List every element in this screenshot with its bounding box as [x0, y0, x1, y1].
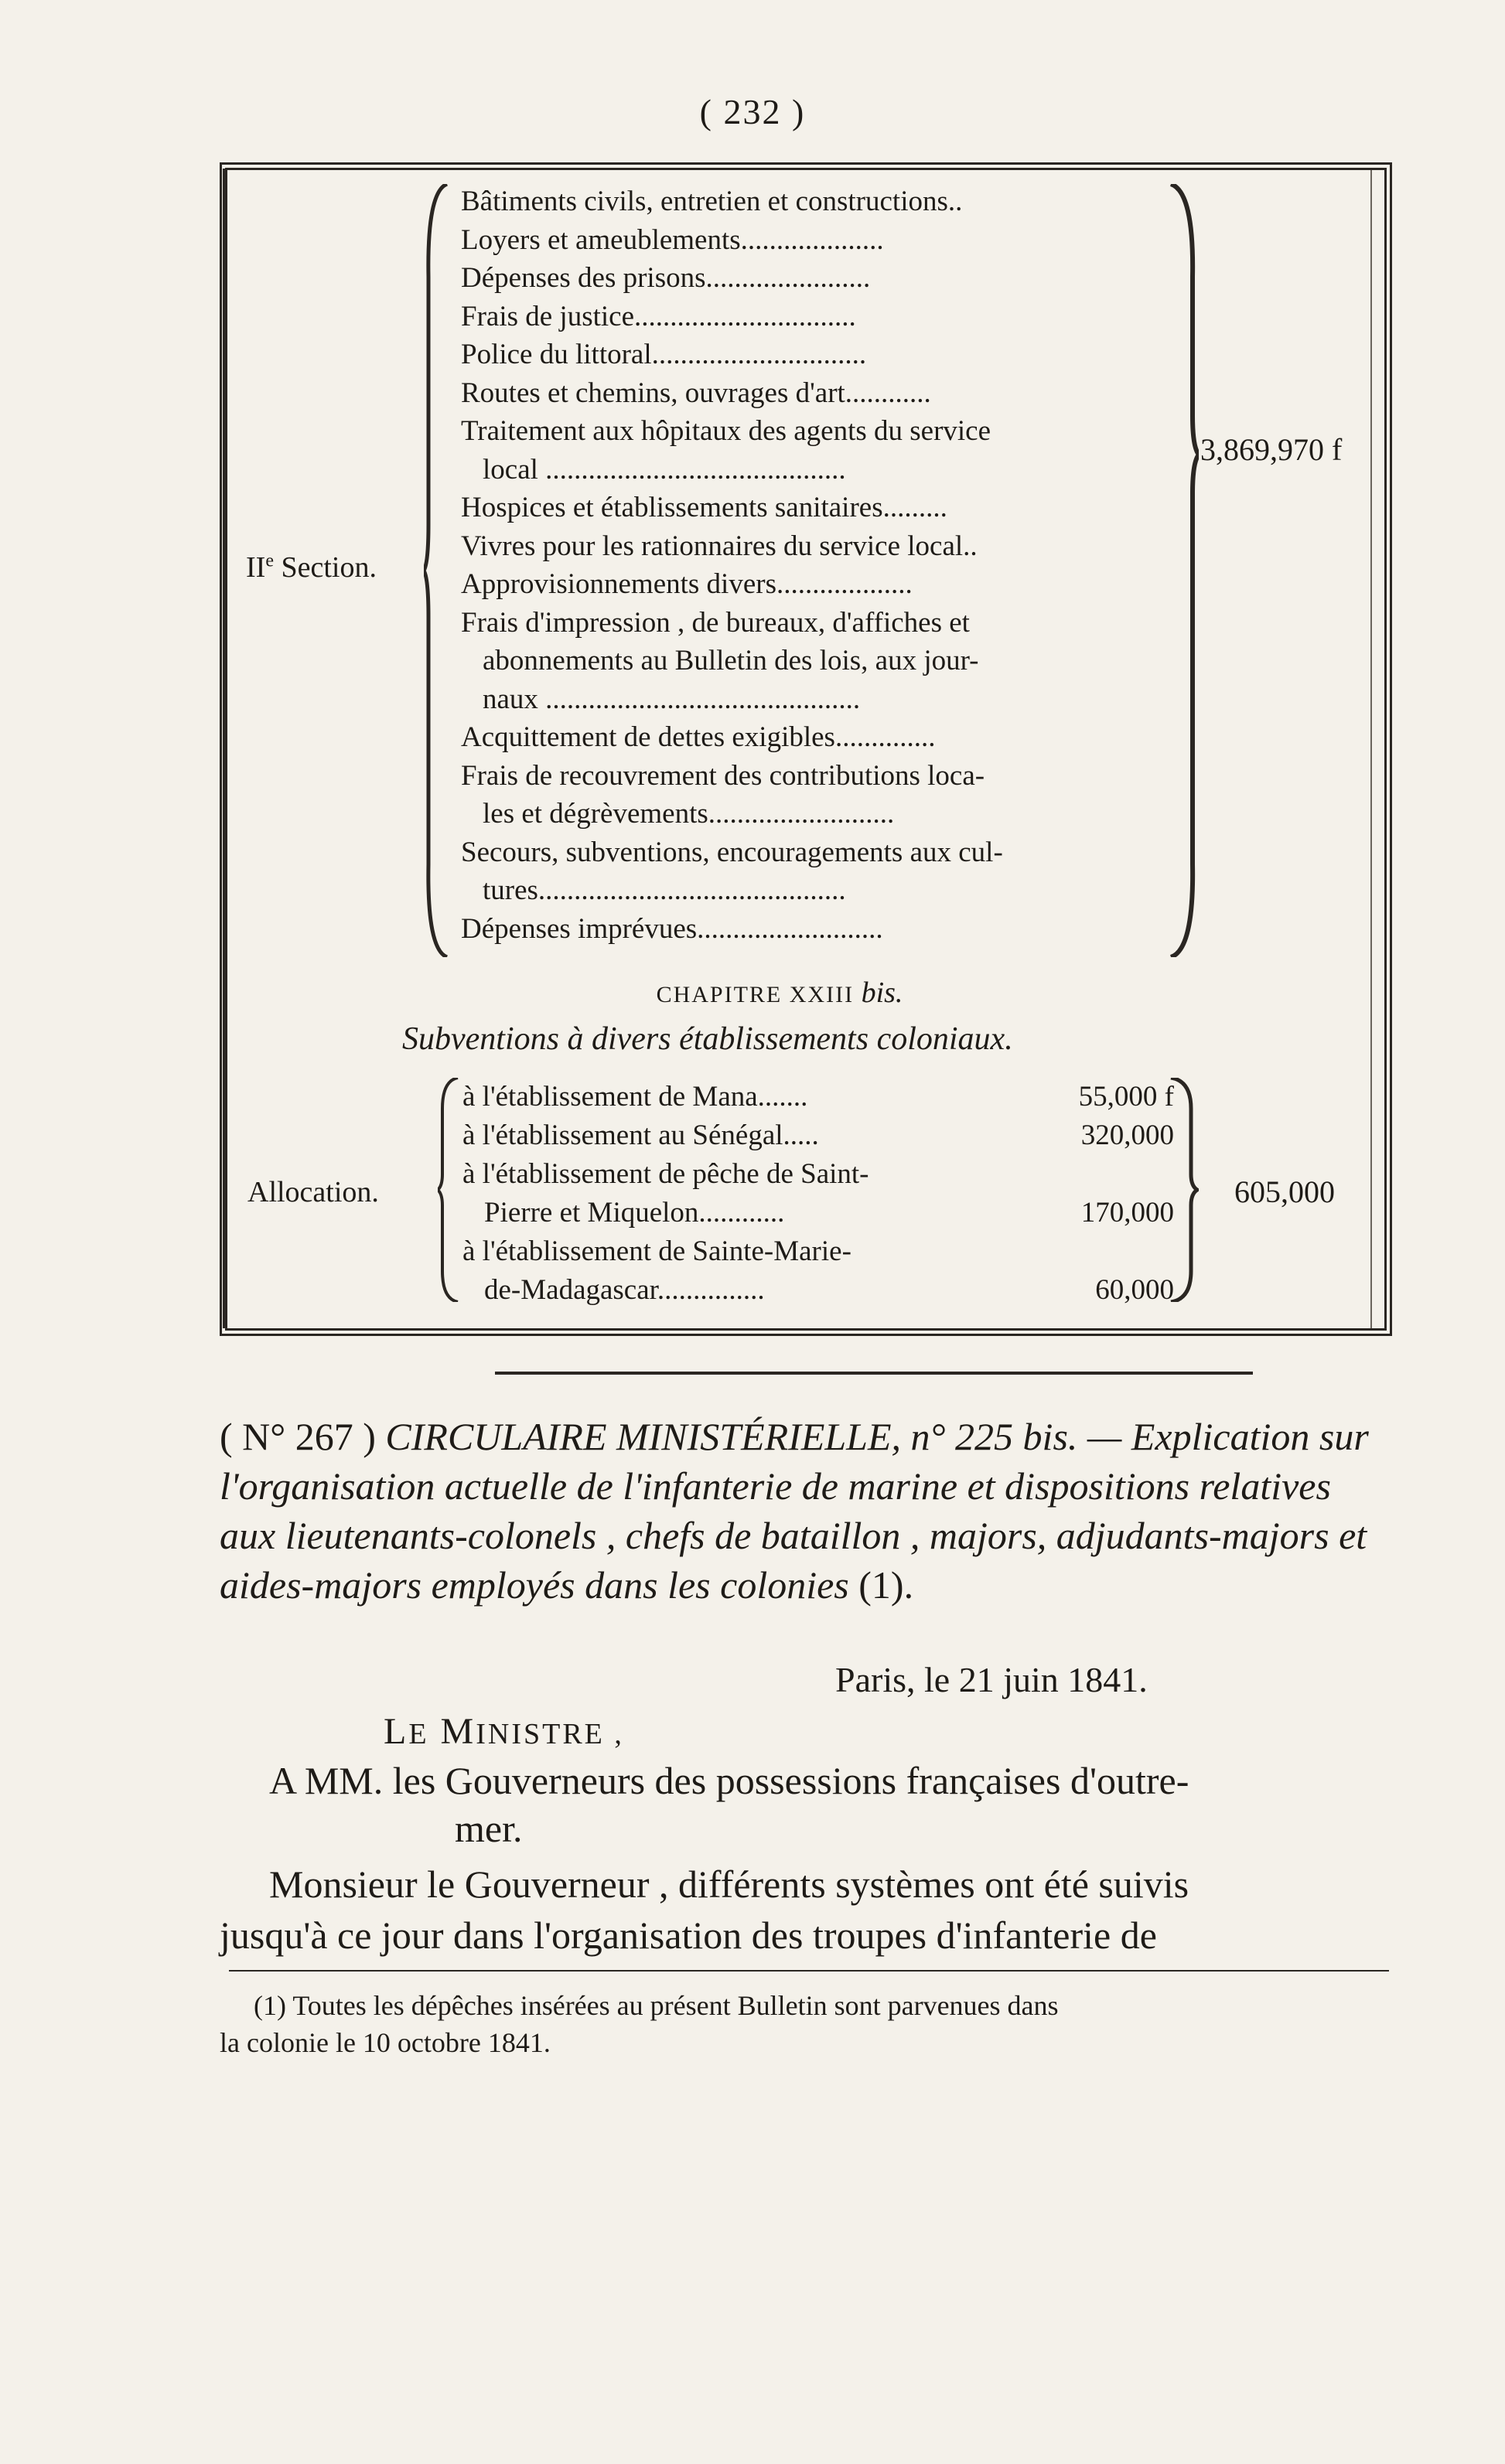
section-label [246, 550, 377, 584]
expense-row: Secours, subventions, encouragements aux cul- [461, 836, 1003, 868]
place-date: Paris, le 21 juin 1841. [835, 1660, 1148, 1699]
allocation-row [462, 1232, 1174, 1271]
expense-row: local .......................................... [483, 453, 846, 486]
separator-rule [495, 1372, 1253, 1375]
expense-row: abonnements au Bulletin des lois, aux jour- [483, 645, 979, 676]
expense-row: Approvisionnements divers................... [461, 568, 913, 600]
allocation-left-brace-icon [438, 1078, 461, 1302]
expense-row: Bâtiments civils, entretien et constructions.. [461, 186, 963, 217]
circular-ref-bis: bis. [1022, 1415, 1078, 1458]
allocation-row-label: Pierre et Miquelon............ [484, 1197, 785, 1229]
expense-row: les et dégrèvements.......................... [483, 798, 895, 830]
minister-initial-l: L [384, 1711, 409, 1752]
body-line-2: jusqu'à ce jour dans l'organisation des troupes d'infanterie de [220, 1914, 1157, 1957]
expense-row: Dépenses imprévues.......................... [461, 912, 883, 945]
allocation-row-label: de-Madagascar............... [484, 1274, 765, 1306]
chapter-subtitle: Subventions à divers établissements coloniaux. [402, 1021, 1013, 1057]
expense-row: Frais d'impression , de bureaux, d'affiches et [461, 606, 970, 639]
allocation-label: Allocation. [247, 1176, 379, 1208]
allocation-row-amount: 55,000 f [1078, 1081, 1174, 1113]
chapter-title-bis: bis. [861, 976, 903, 1009]
expense-row: Hospices et établissements sanitaires......... [461, 492, 947, 523]
allocation-row-amount: 170,000 [1080, 1197, 1174, 1229]
section-label-sup: e [265, 550, 274, 571]
expense-row: Frais de recouvrement des contributions loca- [461, 759, 985, 792]
circular-title: CIRCULAIRE MINISTÉRIELLE [385, 1415, 892, 1458]
address-line-1: A MM. les Gouverneurs des possessions françaises d'outre- [269, 1759, 1189, 1802]
frame-inner-rule [223, 169, 226, 1328]
allocation-total: 605,000 [1234, 1174, 1335, 1209]
footnote-line-1: (1) Toutes les dépêches insérées au présent Bulletin sont parvenues dans [254, 1990, 1059, 2021]
allocation-row [462, 1155, 1174, 1194]
expense-row: Acquittement de dettes exigibles.............. [461, 721, 936, 753]
circular-explanation: — Explication sur l'organisation actuelle de l'infanterie de marine et dispositions relatives aux lieutenants-colonels , chefs de bataillon , majors, adjudants-majors et aides-majors employés dans les colonies [220, 1415, 1369, 1607]
circular-number: ( N° 267 ) [220, 1415, 376, 1458]
page-number: ( 232 ) [699, 92, 806, 131]
allocation-row-amount: 320,000 [1080, 1120, 1174, 1151]
section-expense-list [461, 182, 1172, 948]
expense-row: Frais de justice............................... [461, 300, 856, 332]
amount-column-divider [1370, 170, 1372, 1328]
allocation-row-amount: 60,000 [1095, 1274, 1174, 1306]
expense-row: Police du littoral.............................. [461, 339, 867, 370]
circular-heading [220, 1412, 1392, 1610]
footnote-rule [229, 1970, 1389, 1972]
body-line-1: Monsieur le Gouverneur , différents systèmes ont été suivis [269, 1862, 1189, 1906]
allocation-row [462, 1194, 1174, 1232]
allocation-list [462, 1078, 1174, 1310]
expense-row: Routes et chemins, ouvrages d'art............ [461, 377, 931, 409]
minister-smallcap-rest: INISTRE , [476, 1718, 624, 1750]
allocation-row [462, 1116, 1174, 1155]
allocation-row-label: à l'établissement de Mana....... [462, 1081, 808, 1113]
expense-row: tures........................................... [483, 874, 846, 906]
expense-row: Traitement aux hôpitaux des agents du service [461, 415, 991, 447]
section-label-number: II [246, 551, 266, 584]
expense-row: Loyers et ameublements.................... [461, 223, 884, 256]
address-block [269, 1757, 1392, 1852]
chapter-title [0, 976, 1505, 1010]
circular-ref-number: , n° 225 [891, 1415, 1014, 1458]
expense-row: Dépenses des prisons....................... [461, 262, 871, 294]
allocation-row [462, 1078, 1174, 1116]
expense-row: naux ............................................ [483, 683, 861, 715]
allocation-row-label: à l'établissement au Sénégal..... [462, 1120, 819, 1151]
allocation-row [462, 1271, 1174, 1310]
allocation-right-brace-icon [1168, 1078, 1199, 1302]
minister-line [384, 1710, 624, 1753]
body-paragraph [220, 1859, 1392, 1961]
allocation-row-label: à l'établissement de pêche de Saint- [462, 1158, 869, 1190]
section-label-text: Section. [273, 551, 377, 584]
minister-smallcap-e: E [408, 1718, 429, 1750]
expense-row: Vivres pour les rationnaires du service local.. [461, 530, 978, 562]
footnote-line-2: la colonie le 10 octobre 1841. [220, 2027, 551, 2058]
section-right-brace-icon [1168, 184, 1199, 957]
address-line-2: mer. [455, 1807, 523, 1850]
footnote [220, 1987, 1392, 2061]
allocation-row-label: à l'établissement de Sainte-Marie- [462, 1235, 851, 1267]
section-left-brace-icon [424, 184, 450, 957]
section-total: 3,869,970 f [1200, 432, 1343, 467]
chapter-title-text: CHAPITRE XXIII [656, 982, 855, 1007]
footnote-reference: (1). [858, 1563, 914, 1607]
minister-initial-m: M [428, 1711, 476, 1752]
